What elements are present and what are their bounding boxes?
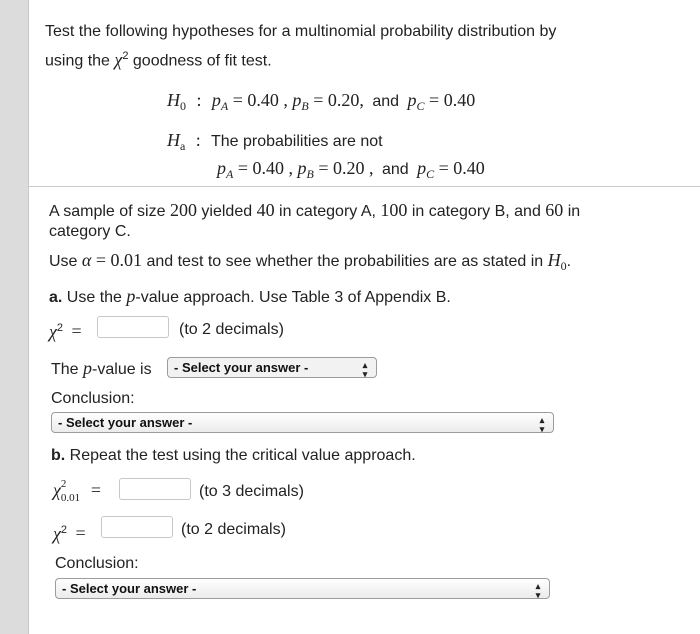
chi-critical-hint: (to 3 decimals)	[199, 483, 304, 500]
chi-critical-input[interactable]	[119, 478, 191, 500]
conclusion-b-label: Conclusion:	[55, 555, 139, 572]
p-value-select[interactable]: - Select your answer - ▴ ▾	[167, 357, 377, 378]
intro-line-1: Test the following hypotheses for a multinomial probability distribution by	[45, 23, 557, 40]
chi-square-hint: (to 2 decimals)	[179, 321, 284, 338]
chi-symbol: χ	[114, 49, 123, 70]
part-a-heading: a. Use the p-value approach. Use Table 3 of Appendix B.	[49, 286, 451, 306]
conclusion-a-select[interactable]: - Select your answer - ▴ ▾	[51, 412, 554, 433]
chi-critical-label: χ 2 0.01 =	[53, 478, 102, 504]
chevron-up-down-icon: ▴ ▾	[535, 581, 541, 600]
conclusion-a-label: Conclusion:	[51, 390, 135, 407]
chevron-up-down-icon: ▴ ▾	[539, 415, 545, 434]
chi-square-label: $\chi^2$ =	[49, 321, 82, 342]
chi-square-b-hint: (to 2 decimals)	[181, 521, 286, 538]
part-b-heading: b. Repeat the test using the critical value approach.	[51, 447, 416, 464]
p-value-label: The p-value is	[51, 358, 152, 378]
intro-line-2: using the $\chi^2$ goodness of fit test.	[45, 49, 272, 70]
alpha-instruction: Use α = 0.01 and test to see whether the probabilities are as stated in $H_0$.	[49, 250, 572, 274]
chi-square-input[interactable]	[97, 316, 169, 338]
null-hypothesis: $H_0$ : $p_A = 0.40$ , $p_B = 0.20$, and $p_C = 0.40$	[167, 90, 476, 114]
conclusion-b-select[interactable]: - Select your answer - ▴ ▾	[55, 578, 550, 599]
alternative-hypothesis: $H_a$ : The probabilities are not	[167, 130, 383, 154]
alternative-hypothesis-values: $p_A = 0.40$ , $p_B = 0.20$ , and $p_C = 0.40$	[217, 158, 485, 182]
chi-square-b-label: $\chi^2$ =	[53, 523, 86, 544]
question-panel	[28, 0, 700, 634]
chi-square-b-input[interactable]	[101, 516, 173, 538]
sample-line-2: category C.	[49, 223, 131, 240]
divider	[29, 186, 700, 187]
chevron-up-down-icon: ▴ ▾	[362, 360, 368, 379]
sample-line-1: A sample of size 200 yielded 40 in category A, 100 in category B, and 60 in	[49, 200, 581, 220]
